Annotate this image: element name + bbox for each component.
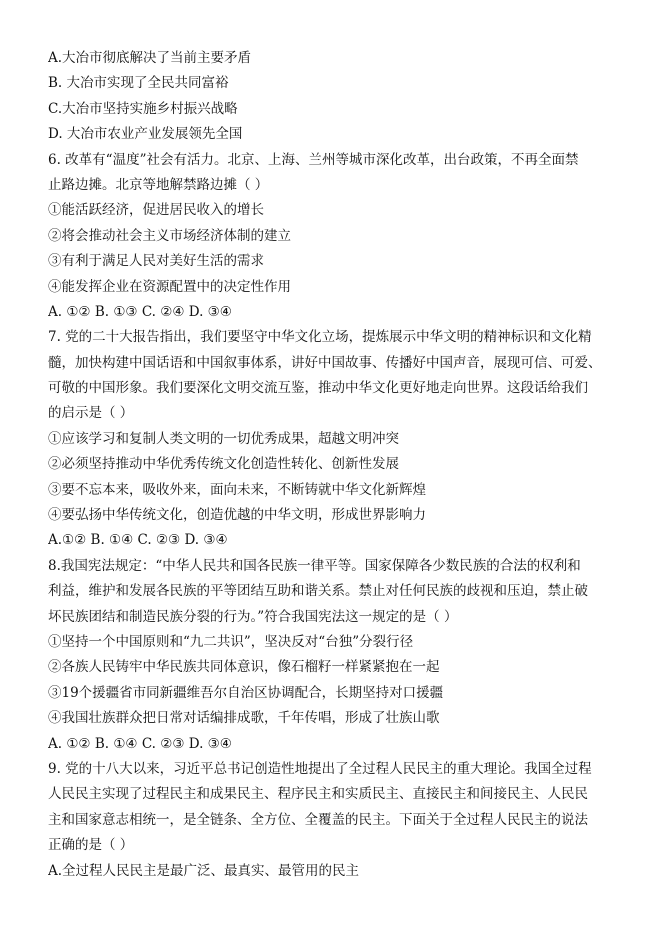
question-stem-line: 9. 党的十八大以来，习近平总书记创造性地提出了全过程人民民主的重大理论。我国全过程 xyxy=(48,760,592,777)
question-8 xyxy=(48,554,618,757)
statement-2: ②必须坚持推动中华优秀传统文化创造性转化、创新性发展 xyxy=(48,456,399,473)
question-stem-line: 8.我国宪法规定：“中华人民共和国各民族一律平等。国家保障各少数民族的合法的权利和 xyxy=(48,557,581,574)
statement-4: ④要弘扬中华传统文化，创造优越的中华文明，形成世界影响力 xyxy=(48,507,426,524)
statement-3: ③有利于满足人民对美好生活的需求 xyxy=(48,253,264,270)
statement-2: ②将会推动社会主义市场经济体制的建立 xyxy=(48,227,291,244)
question-stem-line: 的启示是（ ） xyxy=(48,405,134,422)
question-stem-line: 正确的是（ ） xyxy=(48,837,134,854)
statement-3: ③要不忘本来，吸收外来，面向未来，不断铸就中华文化新辉煌 xyxy=(48,481,426,498)
exam-page xyxy=(48,46,618,884)
answer-choices: A.①② B. ①④ C. ②③ D. ③④ xyxy=(48,532,228,549)
question-5-options xyxy=(48,46,618,148)
answer-choices: A. ①② B. ①④ C. ②③ D. ③④ xyxy=(48,735,232,752)
option-c: C.大冶市坚持实施乡村振兴战略 xyxy=(48,100,238,117)
question-6 xyxy=(48,148,618,326)
question-stem-line: 主和国家意志相统一，是全链条、全方位、全覆盖的民主。下面关于全过程人民民主的说法 xyxy=(48,811,588,828)
option-a: A.大冶市彻底解决了当前主要矛盾 xyxy=(48,50,252,66)
statement-1: ①能活跃经济，促进居民收入的增长 xyxy=(48,202,264,219)
question-stem-line: 7. 党的二十大报告指出，我们要坚守中华文化立场，提炼展示中华文明的精神标识和文化精 xyxy=(48,329,592,346)
option-b: B. 大冶市实现了全民共同富裕 xyxy=(48,75,229,92)
option-d: D. 大冶市农业产业发展领先全国 xyxy=(48,126,243,143)
statement-4: ④能发挥企业在资源配置中的决定性作用 xyxy=(48,278,291,295)
answer-choices: A. ①② B. ①③ C. ②④ D. ③④ xyxy=(48,303,232,320)
question-9 xyxy=(48,757,618,884)
option-a: A.全过程人民民主是最广泛、最真实、最管用的民主 xyxy=(48,862,360,879)
question-7 xyxy=(48,325,618,554)
question-stem-line: 利益，维护和发展各民族的平等团结互助和谐关系。禁止对任何民族的歧视和压迫，禁止破 xyxy=(48,583,588,600)
question-stem-line: 可敬的中国形象。我们要深化文明交流互鉴，推动中华文化更好地走向世界。这段话给我们 xyxy=(48,380,588,397)
statement-4: ④我国壮族群众把日常对话编排成歌，千年传唱，形成了壮族山歌 xyxy=(48,710,440,727)
question-stem-line: 6. 改革有“温度”社会有活力。北京、上海、兰州等城市深化改革，出台政策，不再全面禁 xyxy=(48,151,579,168)
statement-2: ②各族人民铸牢中华民族共同体意识，像石榴籽一样紧紧抱在一起 xyxy=(48,659,440,676)
question-stem-line: 髓，加快构建中国话语和中国叙事体系，讲好中国故事、传播好中国声音，展现可信、可爱、 xyxy=(48,354,602,371)
statement-3: ③19个援疆省市同新疆维吾尔自治区协调配合，长期坚持对口援疆 xyxy=(48,684,444,701)
statement-1: ①坚持一个中国原则和“九二共识”，坚决反对“台独”分裂行径 xyxy=(48,633,414,650)
question-stem-line: 止路边摊。北京等地解禁路边摊（ ） xyxy=(48,176,269,193)
question-stem-line: 坏民族团结和制造民族分裂的行为。”符合我国宪法这一规定的是（ ） xyxy=(48,608,458,625)
question-stem-line: 人民民主实现了过程民主和成果民主、程序民主和实质民主、直接民主和间接民主、人民民 xyxy=(48,786,588,803)
statement-1: ①应该学习和复制人类文明的一切优秀成果，超越文明冲突 xyxy=(48,430,399,447)
